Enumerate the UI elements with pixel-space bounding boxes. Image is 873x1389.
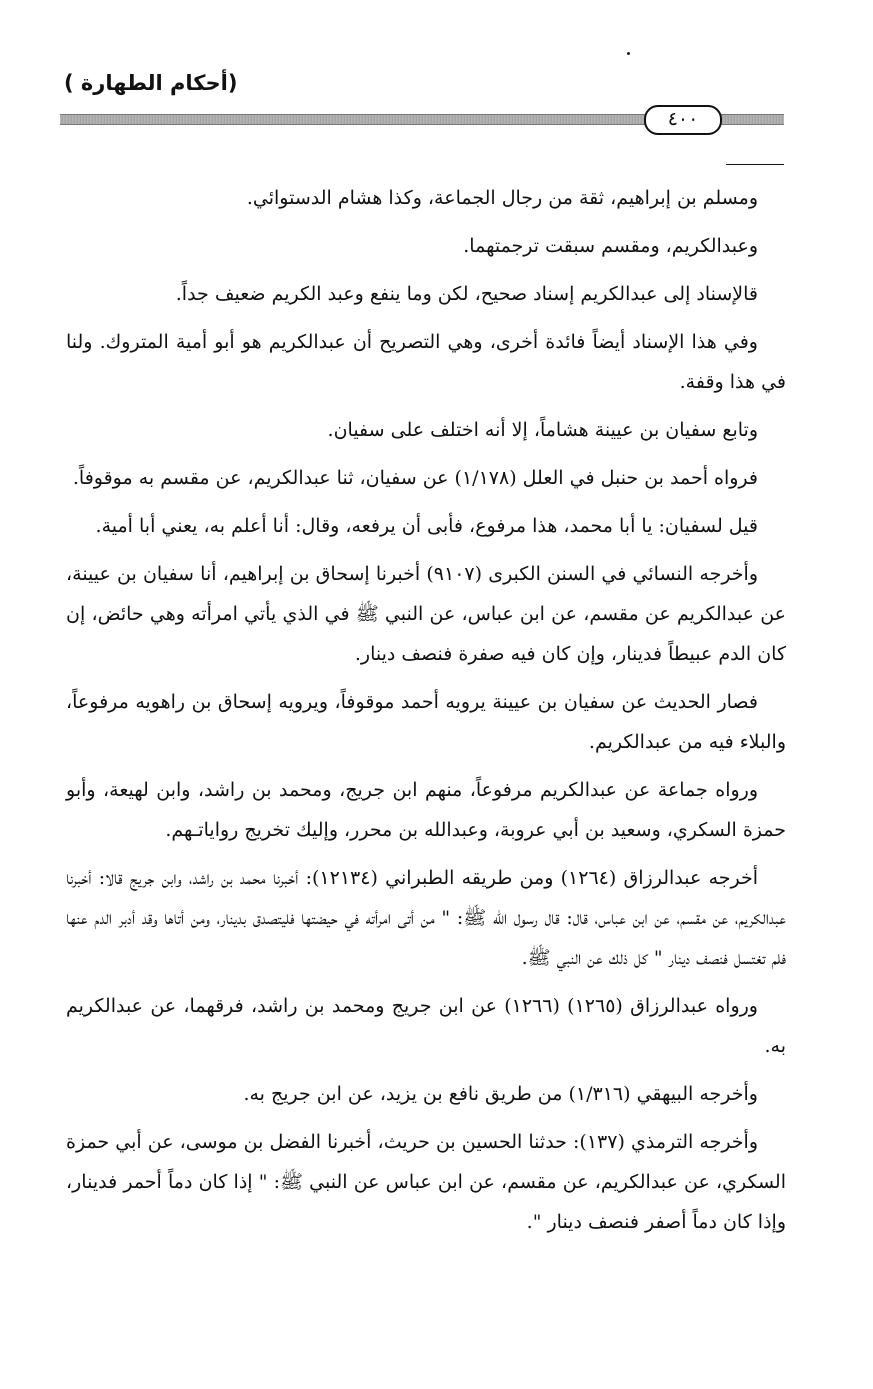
paragraph: ومسلم بن إبراهيم، ثقة من رجال الجماعة، وكذا هشام الدستوائي.	[246, 187, 758, 209]
paragraph: ورواه جماعة عن عبدالكريم مرفوعاً، منهم ابن جريج، ومحمد بن راشد، وابن لهيعة، وأبو حمزة السكري، وسعيد بن أبي عروبة، وعبدالله بن محرر، وإليك تخريج رواياتـهم.	[66, 779, 786, 841]
book-title: (أحكام الطهارة )	[64, 71, 238, 95]
paragraph: وأخرجه البيهقي (١/٣١٦) من طريق نافع بن يزيد، عن ابن جريج به.	[243, 1083, 758, 1105]
paragraph: وأخرجه الترمذي (١٣٧): حدثنا الحسين بن حريث، أخبرنا الفضل بن موسى، عن أبي حمزة السكري، عن عبدالكريم، عن مقسم، عن ابن عباس عن النبي ﷺ: " إذا كان دماً أحمر فدينار، وإذا كان دماً أصفر فنصف دينار ".	[66, 1131, 786, 1233]
paragraph: وأخرجه النسائي في السنن الكبرى (٩١٠٧) أخبرنا إسحاق بن إبراهيم، أنا سفيان بن عيينة، عن عبدالكريم عن مقسم، عن ابن عباس، عن النبي ﷺ في الذي يأتي امرأته وهي حائض، إن كان الدم عبيطاً فدينار، وإن كان فيه صفرة فنصف دينار.	[66, 563, 786, 665]
paragraph: وتابع سفيان بن عيينة هشاماً، إلا أنه اختلف على سفيان.	[327, 419, 758, 441]
paragraph: قالإسناد إلى عبدالكريم إسناد صحيح، لكن وما ينفع وعبد الكريم ضعيف جداً.	[175, 283, 758, 305]
main-text	[66, 178, 786, 1250]
paragraph: ورواه عبدالرزاق (١٢٦٥) (١٢٦٦) عن ابن جريج ومحمد بن راشد، فرقهما، عن عبدالكريم به.	[66, 995, 786, 1057]
paragraph: فرواه أحمد بن حنبل في العلل (١/١٧٨) عن سفيان، ثنا عبدالكريم، عن مقسم به موقوفاً.	[72, 467, 758, 489]
page-number: ٤٠٠	[644, 105, 722, 135]
separator-line	[726, 164, 784, 165]
paragraph: فصار الحديث عن سفيان بن عيينة يرويه أحمد موقوفاً، ويرويه إسحاق بن راهويه مرفوعاً، والبلاء فيه من عبدالكريم.	[66, 691, 786, 753]
paragraph: وعبدالكريم، ومقسم سبقت ترجمتهما.	[463, 235, 758, 257]
paragraph: قيل لسفيان: يا أبا محمد، هذا مرفوع، فأبى أن يرفعه، وقال: أنا أعلم به، يعني أبا أمية.	[95, 515, 758, 537]
paragraph: وفي هذا الإسناد أيضاً فائدة أخرى، وهي التصريح أن عبدالكريم هو أبو أمية المتروك. ولنا في هذا وقفة.	[66, 331, 786, 393]
paragraph: أخرجه عبدالرزاق (١٢٦٤) ومن طريقه الطبراني (١٢١٣٤): أخبرنا محمد بن راشد، وابن جريج قالا: أخبرنا عبدالكريم، عن مقسم، عن ابن عباس، قال: قال رسول الله ﷺ: " من أتى امرأته في حيضتها فليتصدق بدينار، ومن أتاها وقد أدبر الدم عنها فلم تغتسل فنصف دينار " كل ذلك عن النبي ﷺ.	[66, 867, 786, 969]
ink-dot	[627, 52, 630, 55]
